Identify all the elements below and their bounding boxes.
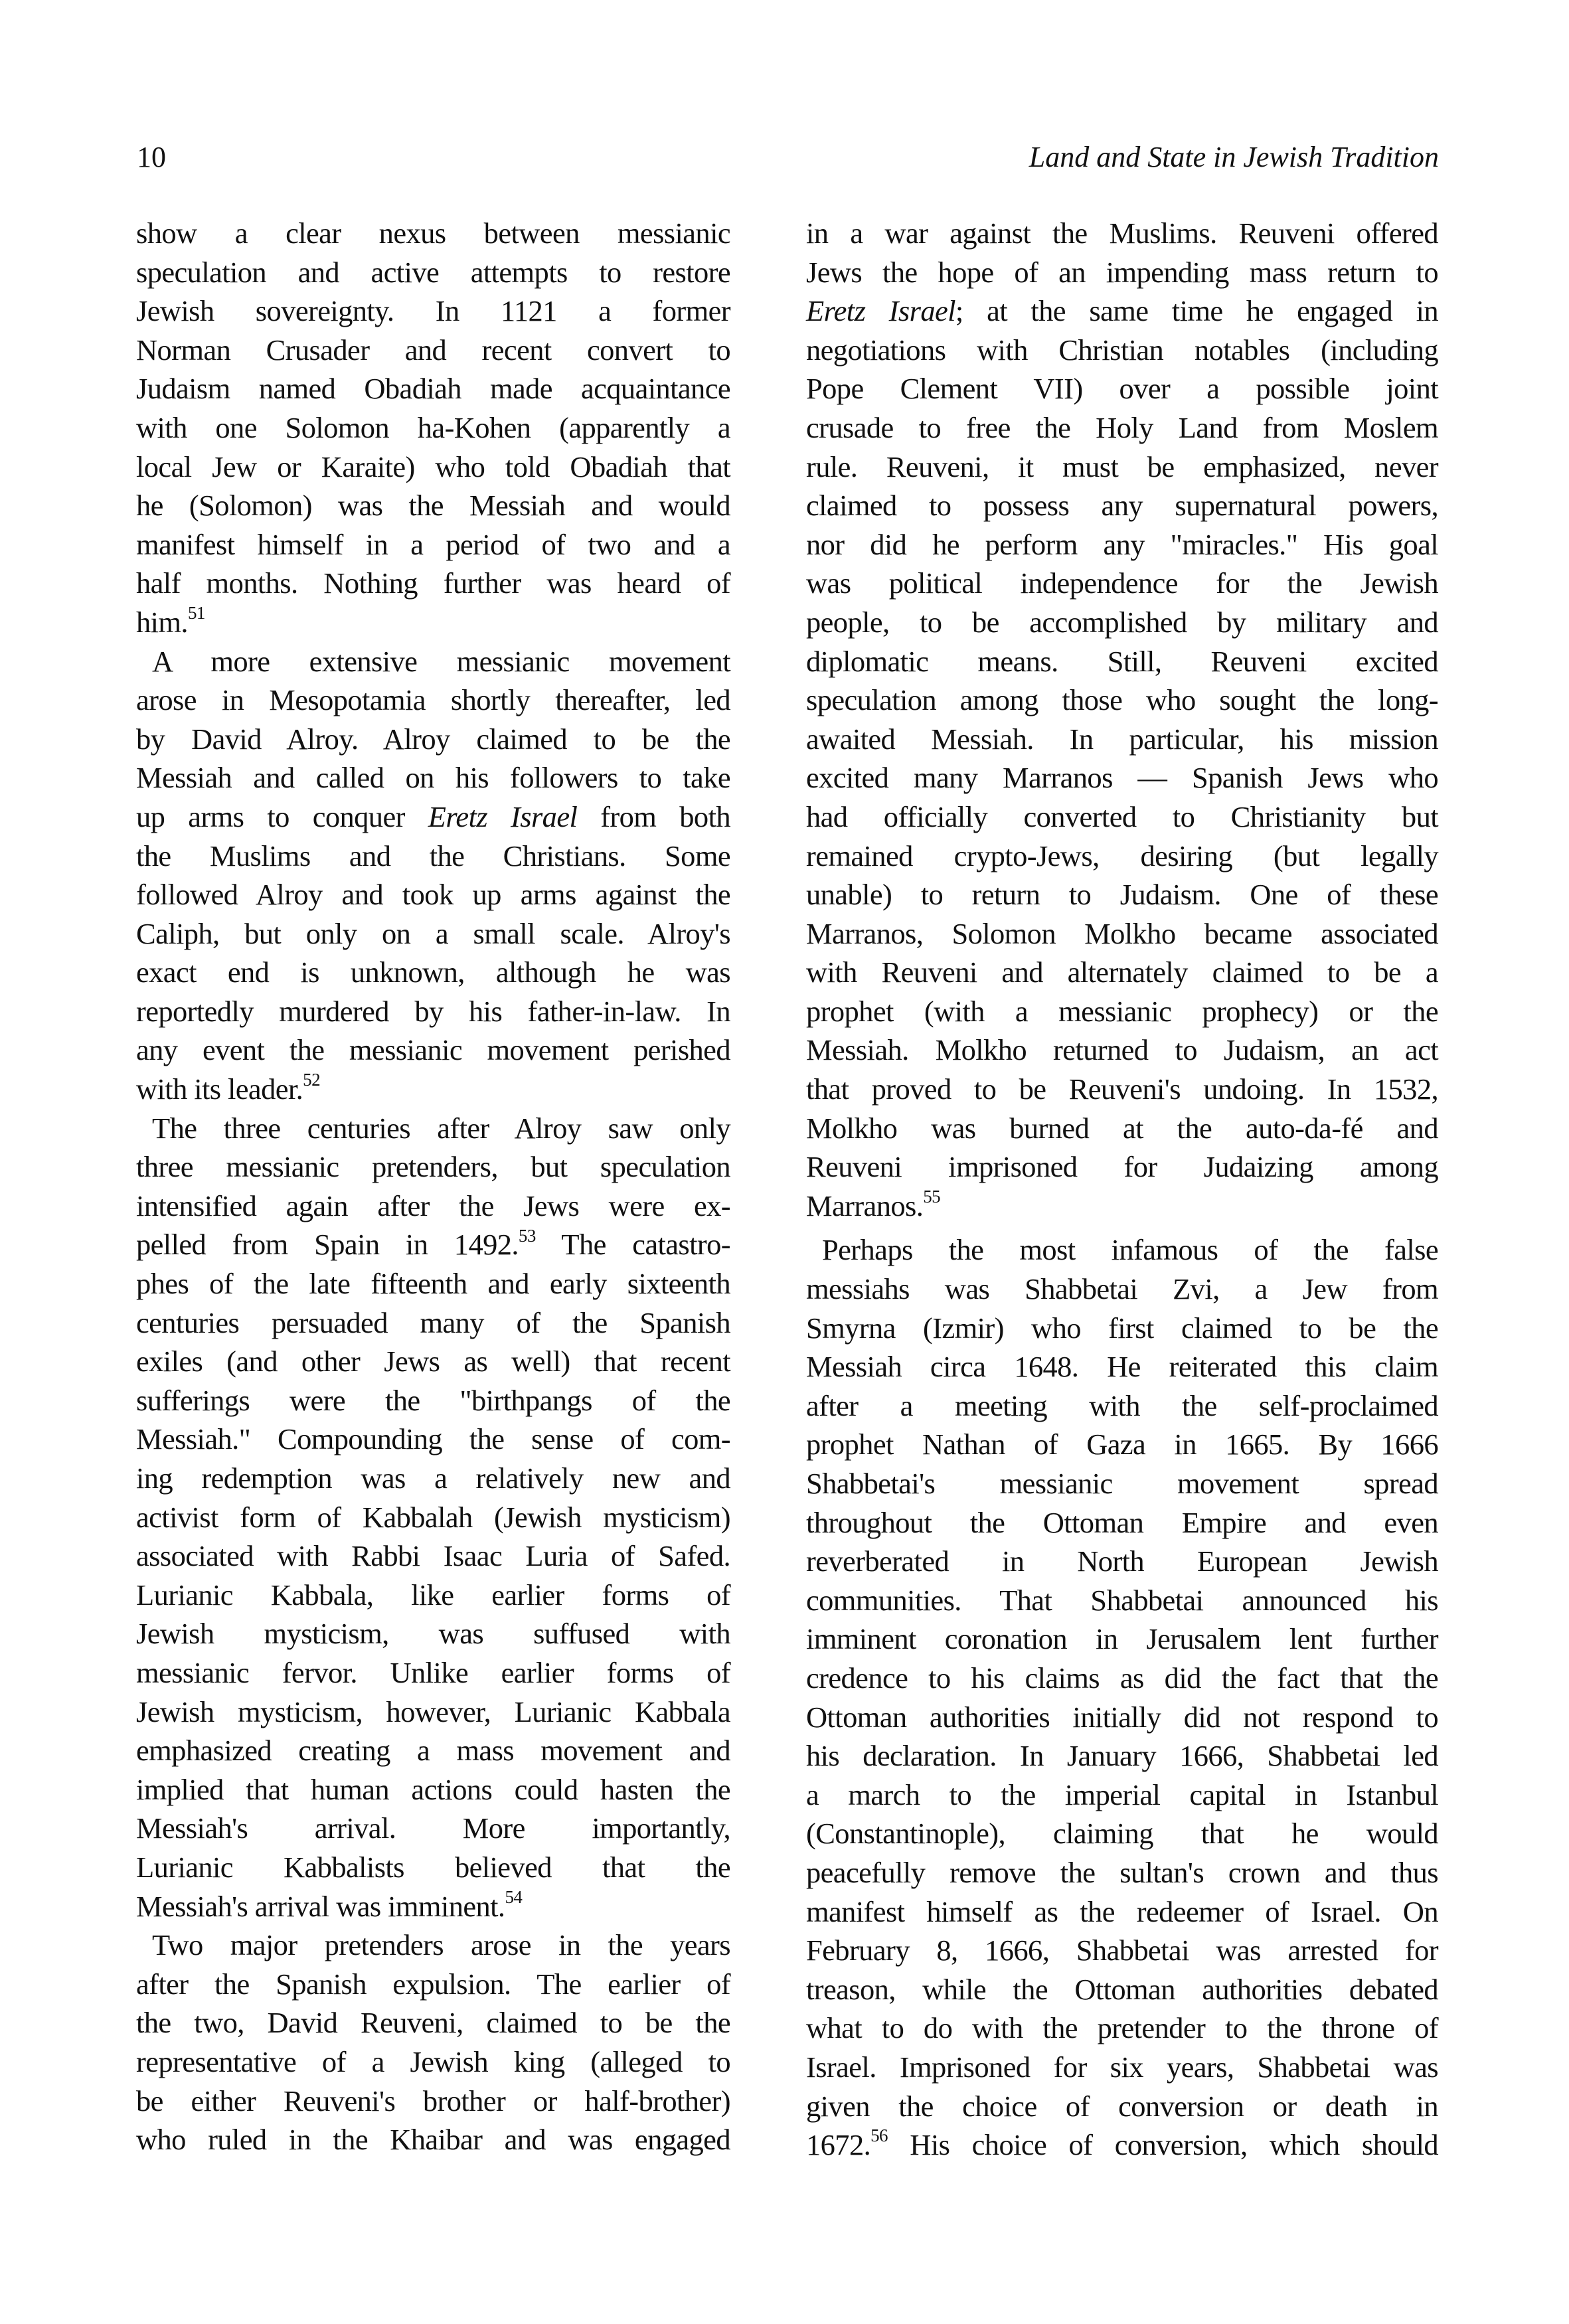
text-line: Marranos, Solomon Molkho became associated xyxy=(806,916,1438,950)
text-line: be either Reuveni's brother or half-brother) xyxy=(136,2084,730,2117)
text-line: had officially converted to Christianity but xyxy=(806,799,1438,833)
text-line: after the Spanish expulsion. The earlier of xyxy=(136,1967,730,2001)
text-line: intensified again after the Jews were ex- xyxy=(136,1189,730,1222)
text-line: 1672.56 His choice of conversion, which should xyxy=(806,2125,1438,2162)
right-text-column xyxy=(806,214,1438,2165)
text-line: Messiah's arrival was imminent.$^{54}$ xyxy=(136,1886,523,1923)
text-line: Smyrna (Izmir) who first claimed to be the xyxy=(806,1311,1438,1345)
text-line: emphasized creating a mass movement and xyxy=(136,1734,730,1768)
text-line: Jewish mysticism, was suffused with xyxy=(136,1617,730,1651)
footnote-reference: 51 xyxy=(187,603,205,623)
text-line: who ruled in the Khaibar and was engaged xyxy=(136,2123,730,2157)
text-line: speculation and active attempts to restore xyxy=(136,255,730,289)
text-line: in a war against the Muslims. Reuveni offered xyxy=(806,216,1438,250)
text-line: awaited Messiah. In particular, his mission xyxy=(806,722,1438,756)
text-line: the two, David Reuveni, claimed to be the xyxy=(136,2006,730,2040)
text-line: throughout the Ottoman Empire and even xyxy=(806,1505,1438,1539)
italic-term: Eretz Israel xyxy=(806,294,955,328)
text-line: pelled from Spain in 1492.53 The catastro- xyxy=(136,1225,730,1262)
text-line: speculation among those who sought the long- xyxy=(806,683,1438,717)
text-line: after a meeting with the self-proclaimed xyxy=(806,1388,1438,1422)
text-line: associated with Rabbi Isaac Luria of Safed. xyxy=(136,1539,730,1573)
text-line: three messianic pretenders, but speculation xyxy=(136,1150,730,1184)
text-line: crusade to free the Holy Land from Moslem xyxy=(806,410,1438,444)
text-line: local Jew or Karaite) who told Obadiah that xyxy=(136,450,730,483)
text-line: Marranos.$^{55}$ xyxy=(806,1187,941,1222)
text-line: show a clear nexus between messianic xyxy=(136,216,730,250)
page-number: 10 xyxy=(137,141,166,173)
text-line: Messiah circa 1648. He reiterated this claim xyxy=(806,1350,1438,1384)
text-line: negotiations with Christian notables (including xyxy=(806,333,1438,367)
text-line: with its leader.$^{52}$ xyxy=(136,1070,320,1106)
text-line: Reuveni imprisoned for Judaizing among xyxy=(806,1150,1438,1184)
text-line: Messiah and called on his followers to take xyxy=(136,761,730,795)
text-line: Lurianic Kabbala, like earlier forms of xyxy=(136,1578,730,1612)
text-line: Lurianic Kabbalists believed that the xyxy=(136,1850,730,1884)
footnote-reference: 52 xyxy=(303,1070,320,1090)
left-text-column xyxy=(136,214,730,2159)
text-line: Perhaps the most infamous of the false xyxy=(822,1233,1438,1267)
text-line: Molkho was burned at the auto-da-fé and xyxy=(806,1111,1438,1145)
text-line: Two major pretenders arose in the years xyxy=(152,1928,730,1962)
text-line: treason, while the Ottoman authorities debated xyxy=(806,1972,1438,2006)
text-line: Shabbetai's messianic movement spread xyxy=(806,1467,1438,1500)
text-line: communities. That Shabbetai announced his xyxy=(806,1583,1438,1617)
text-line: by David Alroy. Alroy claimed to be the xyxy=(136,722,730,756)
text-line: Jewish sovereignty. In 1121 a former xyxy=(136,294,730,328)
text-line: what to do with the pretender to the throne of xyxy=(806,2011,1438,2045)
text-line: unable) to return to Judaism. One of these xyxy=(806,878,1438,912)
text-line: people, to be accomplished by military and xyxy=(806,605,1438,639)
text-line: rule. Reuveni, it must be emphasized, never xyxy=(806,450,1438,483)
text-line: arose in Mesopotamia shortly thereafter, led xyxy=(136,683,730,717)
text-line: sufferings were the "birthpangs of the xyxy=(136,1383,730,1417)
text-line: Judaism named Obadiah made acquaintance xyxy=(136,372,730,406)
text-line: centuries persuaded many of the Spanish xyxy=(136,1305,730,1339)
text-line: prophet Nathan of Gaza in 1665. By 1666 xyxy=(806,1428,1438,1461)
text-line: reportedly murdered by his father-in-law. In xyxy=(136,994,730,1028)
text-line: (Constantinople), claiming that he would xyxy=(806,1817,1438,1851)
text-line: February 8, 1666, Shabbetai was arrested for xyxy=(806,1934,1438,1967)
text-line: Eretz Israel; at the same time he engaged in xyxy=(806,294,1438,328)
text-line: the Muslims and the Christians. Some xyxy=(136,839,730,872)
text-line: excited many Marranos — Spanish Jews who xyxy=(806,761,1438,795)
text-line: Caliph, but only on a small scale. Alroy's xyxy=(136,916,730,950)
footnote-reference: 53 xyxy=(518,1225,536,1246)
text-line: activist form of Kabbalah (Jewish mysticism) xyxy=(136,1500,730,1534)
text-line: The three centuries after Alroy saw only xyxy=(152,1111,730,1145)
text-line: was political independence for the Jewish xyxy=(806,566,1438,600)
text-line: Messiah." Compounding the sense of com- xyxy=(136,1422,730,1456)
text-line: any event the messianic movement perished xyxy=(136,1033,730,1067)
text-line: implied that human actions could hasten the xyxy=(136,1772,730,1806)
text-line: ing redemption was a relatively new and xyxy=(136,1461,730,1495)
text-line: Pope Clement VII) over a possible joint xyxy=(806,372,1438,406)
text-line: Messiah's arrival. More importantly, xyxy=(136,1811,730,1845)
text-line: followed Alroy and took up arms against the xyxy=(136,878,730,912)
text-line: nor did he perform any "miracles." His goal xyxy=(806,527,1438,561)
text-line: A more extensive messianic movement xyxy=(152,644,730,678)
text-line: claimed to possess any supernatural powers, xyxy=(806,489,1438,523)
text-line: representative of a Jewish king (alleged to xyxy=(136,2044,730,2078)
text-line: half months. Nothing further was heard of xyxy=(136,566,730,600)
text-line: messianic fervor. Unlike earlier forms of xyxy=(136,1655,730,1689)
text-line: messiahs was Shabbetai Zvi, a Jew from xyxy=(806,1272,1438,1306)
text-line: Israel. Imprisoned for six years, Shabbetai was xyxy=(806,2050,1438,2084)
text-line: diplomatic means. Still, Reuveni excited xyxy=(806,644,1438,678)
text-line: peacefully remove the sultan's crown and thus xyxy=(806,1855,1438,1889)
text-line: imminent coronation in Jerusalem lent further xyxy=(806,1622,1438,1656)
text-line: Norman Crusader and recent convert to xyxy=(136,333,730,367)
text-line: with one Solomon ha-Kohen (apparently a xyxy=(136,410,730,444)
text-line: prophet (with a messianic prophecy) or the xyxy=(806,994,1438,1028)
text-line: manifest himself as the redeemer of Israel. On xyxy=(806,1894,1438,1928)
text-line: credence to his claims as did the fact that the xyxy=(806,1661,1438,1695)
text-line: Jews the hope of an impending mass return to xyxy=(806,255,1438,289)
text-line: Messiah. Molkho returned to Judaism, an act xyxy=(806,1033,1438,1067)
text-line: that proved to be Reuveni's undoing. In 1532, xyxy=(806,1072,1438,1106)
text-line: his declaration. In January 1666, Shabbetai led xyxy=(806,1739,1438,1773)
text-line: Jewish mysticism, however, Lurianic Kabbala xyxy=(136,1695,730,1728)
text-line: with Reuveni and alternately claimed to be a xyxy=(806,955,1438,989)
text-line: exiles (and other Jews as well) that recent xyxy=(136,1345,730,1378)
text-line: he (Solomon) was the Messiah and would xyxy=(136,489,730,523)
text-line: reverberated in North European Jewish xyxy=(806,1544,1438,1578)
text-line: phes of the late fifteenth and early sixteenth xyxy=(136,1267,730,1301)
text-line: a march to the imperial capital in Istanbul xyxy=(806,1778,1438,1811)
text-line: Ottoman authorities initially did not respond to xyxy=(806,1700,1438,1734)
text-line: manifest himself in a period of two and a xyxy=(136,527,730,561)
text-line: given the choice of conversion or death in xyxy=(806,2089,1438,2123)
text-line: up arms to conquer Eretz Israel from both xyxy=(136,799,730,833)
text-line: exact end is unknown, although he was xyxy=(136,955,730,989)
footnote-reference: 54 xyxy=(505,1886,523,1907)
footnote-reference: 56 xyxy=(870,2125,888,2146)
running-head-title: Land and State in Jewish Tradition xyxy=(1029,141,1439,173)
footnote-reference: 55 xyxy=(923,1187,941,1207)
italic-term: Eretz Israel xyxy=(428,799,578,833)
text-line: him.$^{51}$ xyxy=(136,603,205,639)
text-line: remained crypto-Jews, desiring (but legally xyxy=(806,839,1438,872)
